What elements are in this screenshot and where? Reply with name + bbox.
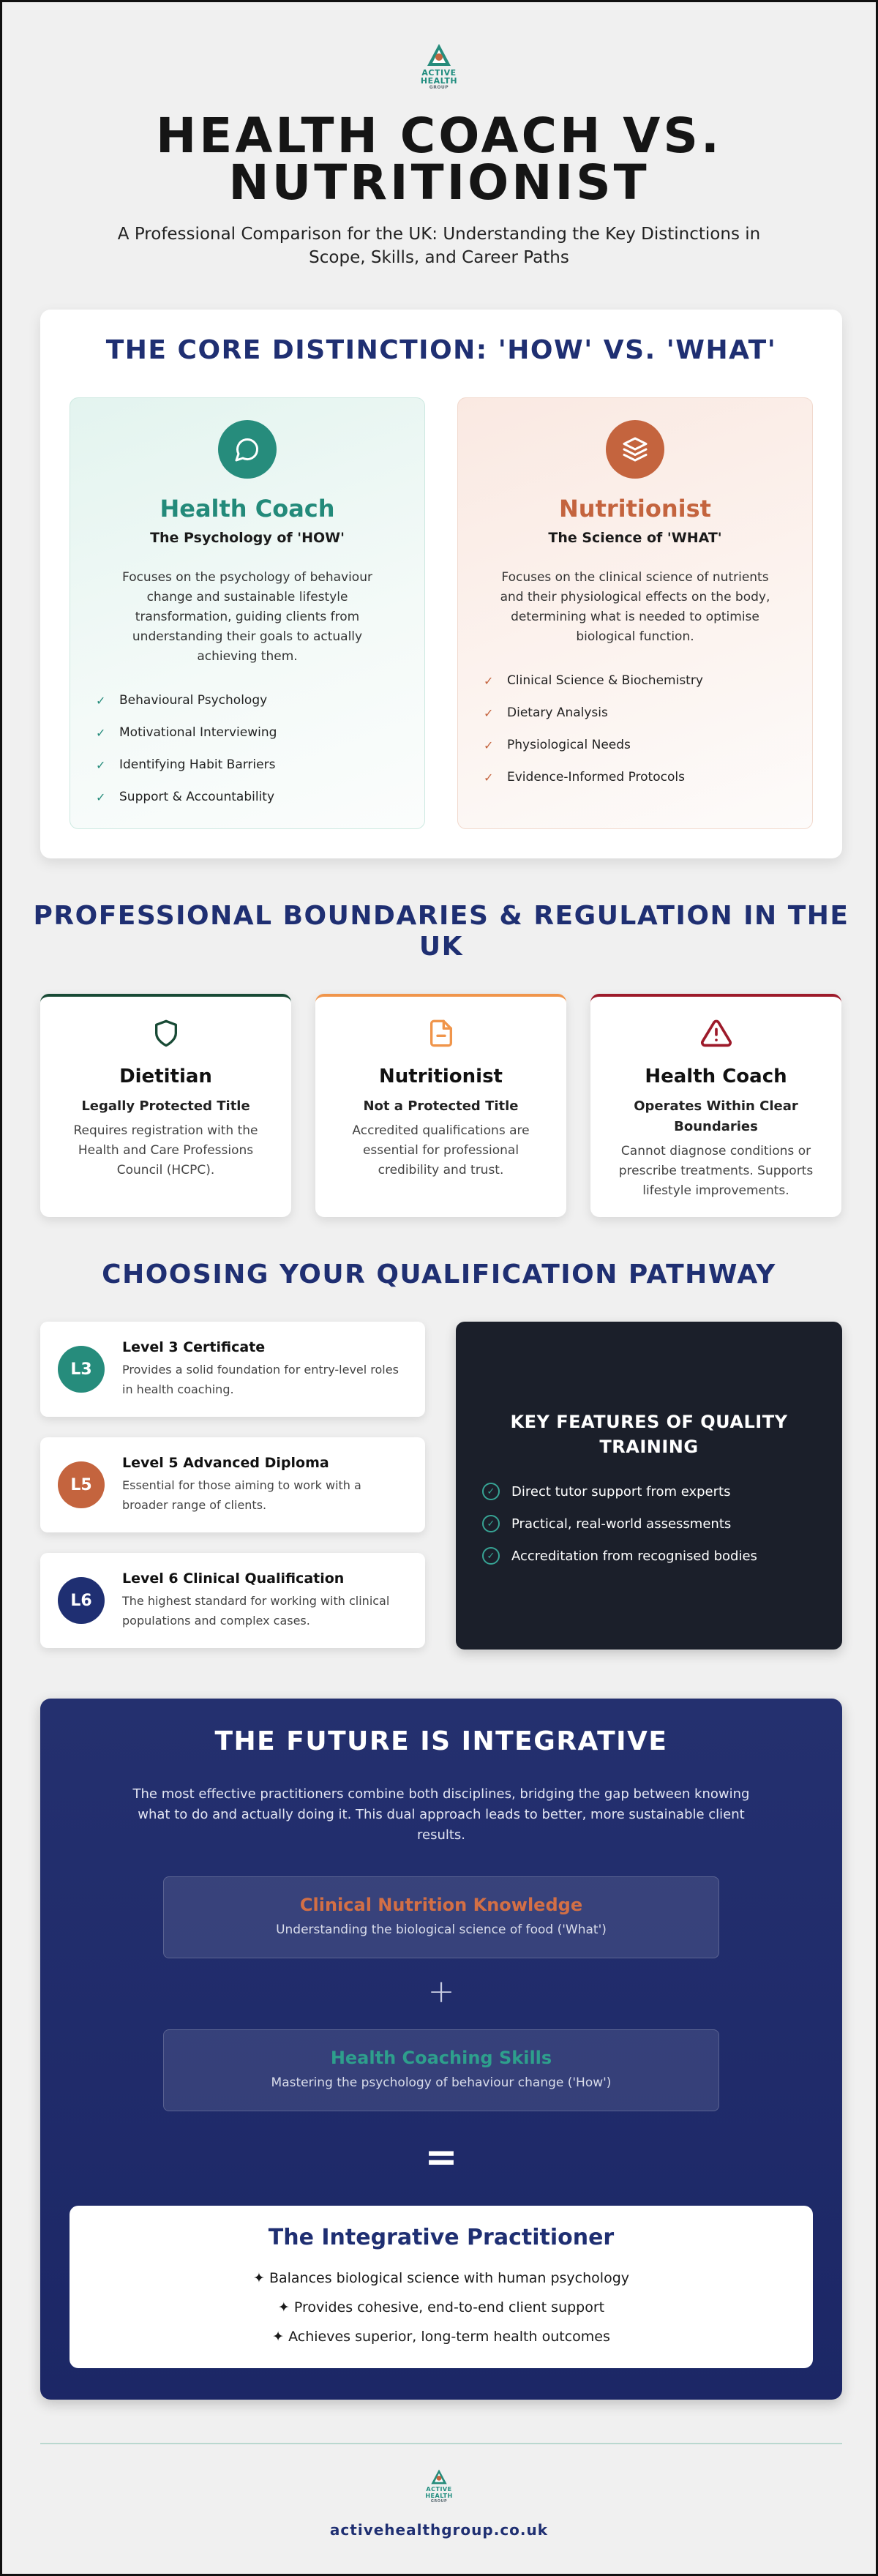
integrative-description: The most effective practitioners combine both disciplines, bridging the gap between knowing what to do and actually doing it. This dual approach leads to better, more sustainable client results. [132,1786,750,1843]
logo-text-active: ACTIVE [421,68,457,78]
list-item [484,761,790,793]
clinical-nutrition-box [163,1876,719,1958]
integrative-title: THE FUTURE IS INTEGRATIVE [214,1726,668,1756]
check-icon: ✓ [484,705,494,720]
level-badge: L6 [58,1577,105,1624]
nutritionist-regulation-card [315,994,566,1217]
list-item [96,781,402,813]
coaching-skills-description: Mastering the psychology of behaviour change ('How') [271,2075,612,2090]
list-item-label: Identifying Habit Barriers [119,757,276,772]
dietitian-subtitle: Legally Protected Title [81,1098,250,1114]
check-icon: ✓ [96,725,106,740]
health-coach-regulation-card [590,994,841,1217]
nutritionist-subtitle: The Science of 'WHAT' [548,530,722,546]
dietitian-name: Dietitian [119,1066,212,1087]
list-item-label: Support & Accountability [119,790,275,804]
integrative-practitioner-title: The Integrative Practitioner [268,2225,615,2250]
check-circle-icon: ✓ [482,1547,500,1565]
level-5-card [40,1437,425,1532]
level-description: Provides a solid foundation for entry-level roles in health coaching. [122,1363,399,1396]
list-item-label: Direct tutor support from experts [511,1483,731,1499]
page-subtitle: A Professional Comparison for the UK: Understanding the Key Distinctions in Scope, Skills, and Career Paths [117,225,761,267]
health-coach-title: Health Coach [160,495,335,523]
page-title [2,108,876,211]
level-badge: L5 [58,1461,105,1508]
level-description: Essential for those aiming to work with a broader range of clients. [122,1478,361,1512]
level-badge: L3 [58,1346,105,1393]
check-circle-icon: ✓ [482,1483,500,1500]
level-description: The highest standard for working with clinical populations and complex cases. [122,1594,390,1628]
document-icon [333,1017,549,1049]
health-coach-description: Focuses on the psychology of behaviour change and sustainable lifestyle transformation, guiding clients from understanding their goals to actually achieving them. [122,570,372,664]
check-icon: ✓ [484,673,494,688]
warning-icon [608,1017,824,1049]
nutritionist-title: Nutritionist [559,495,711,523]
nutritionist-regulation-subtitle: Not a Protected Title [363,1098,519,1114]
level-name: Level 3 Certificate [122,1339,266,1355]
health-coach-regulation-description: Cannot diagnose conditions or prescribe treatments. Supports lifestyle improvements. [618,1144,814,1198]
boundaries-title: PROFESSIONAL BOUNDARIES & REGULATION IN THE UK [33,901,849,962]
footer-logo-text-active: ACTIVE [426,2486,452,2493]
list-item [96,716,402,749]
level-6-card [40,1553,425,1648]
list-item-label: Practical, real-world assessments [511,1516,732,1532]
list-item [482,1508,816,1540]
footer-logo-mark-icon [429,2468,449,2486]
nutritionist-regulation-name: Nutritionist [379,1066,503,1087]
integrative-section [40,1699,842,2400]
nutritionist-description: Focuses on the clinical science of nutrients and their physiological effects on the body, determining what is needed to optimise biological function. [500,570,770,644]
list-item-label: Accreditation from recognised bodies [511,1548,757,1564]
health-coach-panel [70,397,425,829]
list-item-label: Evidence-Informed Protocols [507,770,685,785]
list-item [482,1540,816,1572]
training-features-title: KEY FEATURES OF QUALITY TRAINING [510,1412,788,1457]
footer-website-link[interactable]: activehealthgroup.co.uk [329,2521,549,2539]
training-features-card [456,1322,842,1650]
core-distinction-card [40,310,842,858]
plus-sign: + [427,1973,455,2010]
list-item-label: Dietary Analysis [507,705,608,720]
layers-icon [606,420,664,479]
list-item [484,664,790,697]
level-3-card [40,1322,425,1417]
health-coach-regulation-name: Health Coach [645,1066,787,1087]
list-item-label: Physiological Needs [507,738,631,752]
coaching-skills-box [163,2029,719,2111]
training-features-list [482,1475,816,1572]
list-item [96,684,402,716]
list-item [482,1475,816,1508]
shield-icon [58,1017,274,1049]
list-item: ✦ Balances biological science with human psychology [252,2270,629,2286]
footer-logo-text-health: HEALTH [425,2493,453,2499]
level-name: Level 6 Clinical Qualification [122,1570,345,1587]
health-coach-regulation-subtitle: Operates Within Clear Boundaries [634,1098,798,1134]
footer-logo [2,2468,876,2504]
core-distinction-title: THE CORE DISTINCTION: 'HOW' VS. 'WHAT' [105,335,777,365]
chat-bubble-icon [218,420,277,479]
logo-mark-icon [424,42,454,69]
footer-divider [40,2443,842,2444]
check-icon: ✓ [484,738,494,752]
integrative-practitioner-list [70,2264,813,2351]
clinical-nutrition-description: Understanding the biological science of food ('What') [276,1922,607,1937]
nutritionist-panel [457,397,813,829]
page-title-text: HEALTH COACH VS. NUTRITIONIST [156,108,722,211]
list-item [484,697,790,729]
logo-text-group: GROUP [429,85,449,90]
footer-logo-text-group: GROUP [430,2499,448,2504]
check-icon: ✓ [96,693,106,708]
nutritionist-skills-list [480,664,790,793]
list-item-label: Motivational Interviewing [119,725,277,740]
level-name: Level 5 Advanced Diploma [122,1455,329,1471]
integrative-practitioner-box [70,2206,813,2368]
nutritionist-regulation-description: Accredited qualifications are essential for professional credibility and trust. [352,1123,530,1177]
dietitian-description: Requires registration with the Health and Care Professions Council (HCPC). [73,1123,258,1177]
equals-sign: = [424,2134,458,2180]
header-logo [2,2,876,91]
check-icon: ✓ [96,790,106,804]
list-item: ✦ Achieves superior, long-term health outcomes [272,2329,610,2345]
list-item-label: Behavioural Psychology [119,693,268,708]
logo-text-health: HEALTH [420,76,458,86]
check-icon: ✓ [484,770,494,785]
health-coach-subtitle: The Psychology of 'HOW' [150,530,345,546]
list-item [96,749,402,781]
dietitian-card [40,994,291,1217]
health-coach-skills-list [92,684,402,813]
list-item [484,729,790,761]
coaching-skills-title: Health Coaching Skills [330,2048,552,2068]
clinical-nutrition-title: Clinical Nutrition Knowledge [299,1895,583,1915]
check-circle-icon: ✓ [482,1515,500,1532]
check-icon: ✓ [96,757,106,772]
list-item-label: Clinical Science & Biochemistry [507,673,703,688]
list-item: ✦ Provides cohesive, end-to-end client support [277,2299,605,2315]
pathway-title: CHOOSING YOUR QUALIFICATION PATHWAY [102,1259,776,1289]
